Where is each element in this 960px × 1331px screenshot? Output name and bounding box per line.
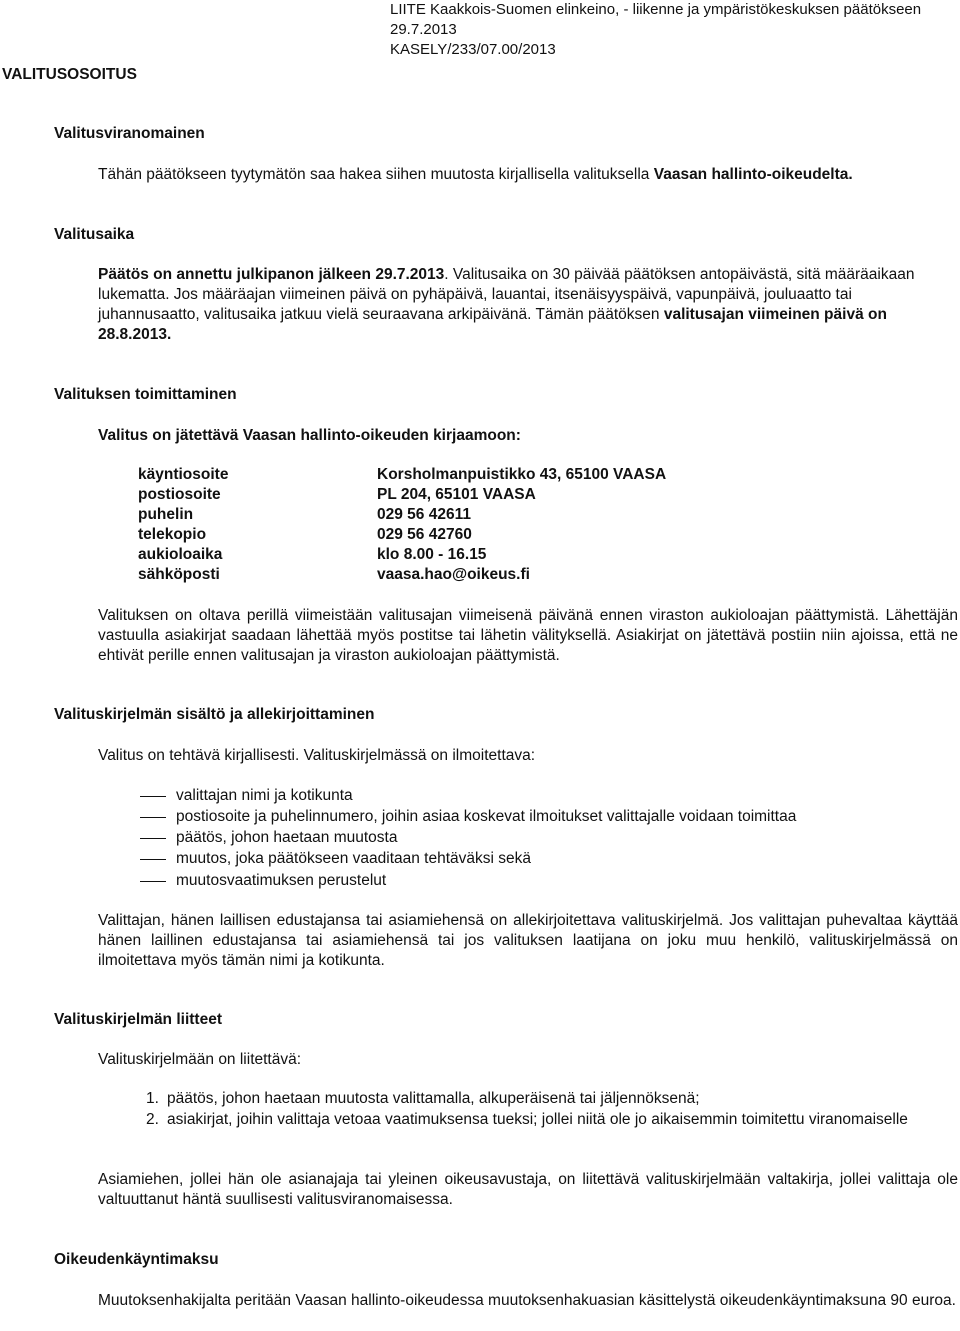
contact-label: sähköposti — [138, 566, 220, 583]
heading-liitteet: Valituskirjelmän liitteet — [54, 1011, 222, 1028]
paragraph-signature: Valittajan, hänen laillisen edustajansa tai asiamiehensä on allekirjoitettava valituskirjelmä. Jos valittajan puhevaltaa käyttää hänen laillinen edustajansa tai asiamiehensä tai jos valituksen laatijana on joku muu henkilö, valituskirjelmässä on ilmoitettava myös tämän nimi ja kotikunta. — [98, 912, 958, 969]
heading-valitusaika: Valitusaika — [54, 226, 135, 243]
header-line-2: KASELY/233/07.00/2013 — [390, 41, 556, 58]
content-intro: Valitus on tehtävä kirjallisesti. Valituskirjelmässä on ilmoitettava: — [98, 747, 536, 764]
contact-label: aukioloaika — [138, 546, 223, 563]
attachment-item: asiakirjat, joihin valittaja vetoaa vaatimuksensa tueksi; jollei niitä ole jo aikaisemmin toimitettu viranomaiselle — [167, 1111, 908, 1128]
text-part: . Valitusaika on 30 päivää päätöksen antopäivästä, sitä määräaikaan lukematta. Jos määräajan viimeinen päivä on pyhäpäivä, lauantai, itsenäisyyspäivä, vapunpäivä, jouluaatto tai juhannusaatto, valitusaika jatkuu vielä seuraavana arkipäivänä. Tämän päätöksen — [98, 266, 915, 323]
paragraph-submission: Valituksen on oltava perillä viimeistään valitusajan viimeisenä päivänä ennen viraston aukioloajan päättymistä. Lähettäjän vastuulla asiakirjat saadaan lähettää myös postitse tai lähetin välityksellä. Asiakirjat on jätettävä postiin niin ajoissa, että ne ehtivät perille ennen valitusajan ja viraston aukioloajan päättymistä. — [98, 607, 958, 664]
paragraph-fee: Muutoksenhakijalta peritään Vaasan hallinto-oikeudessa muutoksenhakuasian käsittelystä oikeudenkäyntimaksuna 90 euroa. — [98, 1292, 956, 1309]
contact-row-kayntiosoite — [138, 465, 667, 485]
contact-label: käyntiosoite — [138, 466, 229, 483]
list-item: postiosoite ja puhelinnumero, joihin asiaa koskevat ilmoitukset valittajalle voidaan toimittaa — [176, 808, 797, 825]
header-line-1: LIITE Kaakkois-Suomen elinkeino, - liikenne ja ympäristökeskuksen päätökseen 29.7.2013 — [390, 1, 922, 38]
list-number: 1. — [146, 1090, 159, 1107]
dash-bullet — [140, 859, 166, 860]
dash-bullet — [140, 881, 166, 882]
list-item: muutos, joka päätökseen vaaditaan tehtäväksi sekä — [176, 850, 532, 867]
heading-oikeudenkayntimaksu: Oikeudenkäyntimaksu — [54, 1251, 219, 1268]
paragraph-attachments: Asiamiehen, jollei hän ole asianajaja tai yleinen oikeusavustaja, on liitettävä valituskirjelmään valtakirja, jollei valittaja ole valtuuttanut häntä suullisesti valitusviranomaisessa. — [98, 1171, 958, 1208]
heading-sisalto: Valituskirjelmän sisältö ja allekirjoittaminen — [54, 706, 375, 723]
deadline-text: valitusajan viimeinen päivä on 28.8.2013. — [98, 306, 887, 343]
list-item: päätös, johon haetaan muutosta — [176, 829, 398, 846]
document-header — [390, 0, 960, 60]
paragraph-valitusaika — [98, 265, 928, 345]
authority-name: Vaasan hallinto-oikeudelta. — [653, 166, 853, 183]
submission-intro: Valitus on jätettävä Vaasan hallinto-oikeuden kirjaamoon: — [98, 427, 521, 444]
contact-row-aukioloaika — [138, 545, 487, 565]
list-item: muutosvaatimuksen perustelut — [176, 872, 387, 889]
attachments-intro: Valituskirjelmään on liitettävä: — [98, 1051, 302, 1068]
contact-row-postiosoite — [138, 485, 536, 505]
contact-value: klo 8.00 - 16.15 — [377, 546, 487, 563]
contact-label: postiosoite — [138, 486, 221, 503]
contact-value: Korsholmanpuistikko 43, 65100 VAASA — [377, 466, 667, 483]
contact-row-sahkoposti — [138, 565, 530, 585]
heading-valitusviranomainen: Valitusviranomainen — [54, 125, 205, 142]
contact-row-puhelin — [138, 505, 471, 525]
dash-bullet — [140, 838, 166, 839]
contact-value: vaasa.hao@oikeus.fi — [377, 566, 530, 583]
contact-label: telekopio — [138, 526, 207, 543]
heading-valituksen-toimittaminen: Valituksen toimittaminen — [54, 386, 237, 403]
dash-bullet — [140, 796, 166, 797]
list-number: 2. — [146, 1111, 159, 1128]
contact-label: puhelin — [138, 506, 194, 523]
dash-bullet — [140, 817, 166, 818]
attachment-item: päätös, johon haetaan muutosta valittamalla, alkuperäisenä tai jäljennöksenä; — [167, 1090, 700, 1107]
list-item: valittajan nimi ja kotikunta — [176, 787, 353, 804]
contact-row-telekopio — [138, 525, 472, 545]
document-title: VALITUSOSOITUS — [2, 66, 137, 83]
contact-value: PL 204, 65101 VAASA — [377, 486, 536, 503]
text-part: Tähän päätökseen tyytymätön saa hakea siihen muutosta kirjallisella valituksella — [98, 166, 654, 183]
contact-value: 029 56 42760 — [377, 526, 472, 543]
decision-date-text: Päätös on annettu julkipanon jälkeen 29.7.2013 — [98, 266, 445, 283]
paragraph-valitusviranomainen — [98, 165, 958, 185]
contact-value: 029 56 42611 — [377, 506, 471, 523]
